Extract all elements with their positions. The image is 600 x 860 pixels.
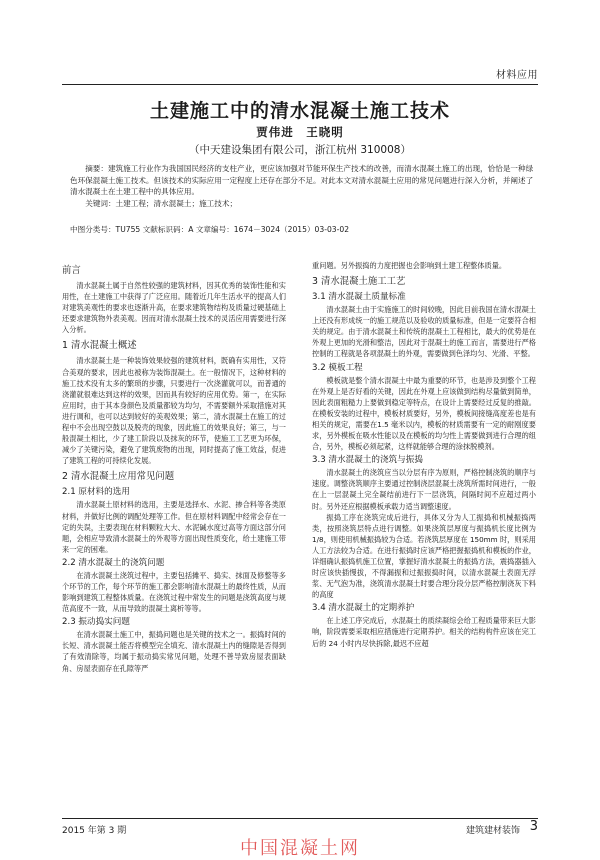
journal-section-label: 材料应用 (496, 70, 538, 81)
abstract-text: 摘要：建筑施工行业作为我国国民经济的支柱产业，更应该加强对节能环保生产技术的改善，而清水混凝土施工的出现，恰恰是一种绿色环保混凝土施工技术。但该技术的实际应用一定程度上还存在部分不足。对此本文对清水混凝土应用的常见问题进行深入分析，并阐述了清水混凝土在土建工程中的具体应用。 (70, 164, 534, 196)
subsection-heading-2-1: 2.1 原材料的选用 (62, 487, 130, 498)
paragraph-2-1: 清水混凝土原材料的选用，主要是选择水、水泥、掺合料等各类原材料，并做好比例的调配处理等工作。但在原材料调配中经常会存在一定的失误，主要表现在材料颗粒大大、水泥碱水度过高等方面这部分问题，会相应导致清水混凝土的外观等方面出现性质变化，给土建施工带来一定的困难。 (62, 500, 286, 554)
watermark: 中国混凝土网 (240, 838, 360, 859)
header-rule (62, 84, 538, 85)
issue-label: 2015 年第 3 期 (62, 826, 127, 836)
paragraph-3-2: 模板就是整个清水混凝土中最为重要的环节，也是涉及到整个工程在外观上是否好看的关键，因此在外观上应该做到结构尽量做到简单，因此表面粗糙力上要做到稳定等特点，在设计上需要经过反复的推敲。在模板安装的过程中，模板材质要好，另外，模板间接缝高度差也是有相关的规定，需要在1.5 毫米以内，模板的材质需要有一定的耐刚度要求，另外模板在吸水性能以及在模板的均匀性上需要做到进行合理的组合，另外，模板必须起紧，这样就能够合理的涂抹脱模剂。 (312, 375, 536, 452)
section-heading-3: 3 清水混凝土施工工艺 (312, 276, 406, 288)
subsection-heading-3-1: 3.1 清水混凝土质量标准 (312, 292, 406, 303)
subsection-heading-3-2: 3.2 模板工程 (312, 362, 363, 373)
subsection-heading-2-3: 2.3 振动捣实问题 (62, 617, 130, 628)
article-title: 土建施工中的清水混凝土施工技术 (149, 100, 450, 122)
classification-line: 中图分类号：TU755 文献标识码：A 文章编号：1674－3024（2015）03-03-02 (70, 225, 350, 234)
author-affiliation: （中天建设集团有限公司，浙江杭州 310008） (189, 144, 411, 156)
page-number: 3 (529, 819, 538, 834)
paragraph-intro: 清水混凝土属于自然性较强的建筑材料，因其优秀的装饰性能和实用性，在土建施工中获得了广泛应用。随着近几年生活水平的提高人们对建筑美观性的要求也逐渐升高，在要求建筑物结构及质量过硬基础上还要求建筑物外表美观。因而对清水混凝土技术的灵活应用需要进行深入分析。 (62, 281, 286, 335)
subsection-heading-2-2: 2.2 清水混凝土的浇筑问题 (62, 557, 165, 568)
article-authors: 贾伟进 王晓明 (256, 125, 344, 139)
paragraph-3-3: 清水混凝土的浇筑应当以分层有序为原则，严格控制浇筑的顺序与速度。调整浇筑顺序主要通过控制浇层混凝土浇筑所需时间进行，一般在上一层混凝土完全凝结前进行下一层浇筑，间隔时间不应超过两小时。另外还应根据模板承载力适当调整速度。 (312, 468, 536, 511)
paragraph-section-1: 清水混凝土是一种装饰效果较强的建筑材料，既确有实用性，又符合美观的要求，因此也被称为装饰混凝土。在一般情况下，这种材料的施工技术没有太多的繁琐的步骤，只要进行一次浇灌就可以，而普通的浇灌就很难达到这样的效果，因而具有较好的应用优势。第一，在实际应用时，由于其本身颜色及质量都较为均匀，不需要额外采取措施对其进行调和，也可以达到较好的美观效果；第二，清水混凝土在施工的过程中不会出现空鼓以及脱壳的现象，因此施工的效果良好；第三，与一般混凝土相比，少了建工阶段以及抹灰的环节，使施工工艺更为环保，减少了关键污染，避免了建筑废物的出现，同时提高了施工效益，促进了建筑工程的可持续化发展。 (62, 356, 286, 466)
paragraph-2-2: 在清水混凝土浇筑过程中，主要包括摊平、捣实、抹面及修整等多个环节的工作，每个环节的施工都会影响清水混凝土的最终性质，从而影响到建筑工程整体质量。在浇筑过程中常发生的问题是浇筑高度与规范高度不一致，从而导致的混凝土离析等等。 (62, 570, 286, 614)
journal-name: 建筑建材装饰 (465, 826, 520, 836)
paragraph-continued: 重问题。另外振捣的力度把握也会影响到土建工程整体质量。 (312, 261, 507, 270)
abstract-block (70, 163, 534, 209)
section-heading-1: 1 清水混凝土概述 (62, 340, 137, 352)
paragraph-3-3b: 振捣工序在浇筑完成后进行，具体又分为人工振捣和机械振捣两类，按照浇筑层特点进行调整。如果浇筑层厚度与振捣机长度比例为 1/8，则使用机械振捣较为合适。若浇筑层厚度在 150mm 时，则采用人工方法较为合适。在进行振捣时应该严格把握振捣机和模板的作业，详细确认振捣机施工位置，掌握好清水混凝土的振捣方法，震捣器插入时应该快插慢拔，不得漏振和过振振捣时间，以清水混凝土表面无浮浆、无气泡为准，浇筑清水混凝土时要合理分段分层严格控制浇灰下料的高度 (312, 512, 536, 600)
right-column (312, 260, 536, 649)
keywords: 关键词：土建工程；清水混凝土；施工技术； (85, 198, 238, 208)
paragraph-2-3: 在清水混凝土施工中，振捣问题也是关键的技术之一。振捣时间的长短、清水混凝土能否将模型完全填充、清水混凝土内的缝隙是否得到了有效清除等，均属于振动捣实常见问题，处理不善导致房屋表面缺角、房屋表面存在孔隙等严 (62, 630, 286, 673)
footer-rule (62, 818, 538, 819)
paragraph-3-4: 在上述工序完成后，水混凝土的质续凝综会给工程质量带来巨大影响，阶段需要采取相应措施进行定期养护。相关的结构构件应该在完工后的 24 小时内尽快拆除,最迟不应超 (312, 616, 536, 648)
subsection-heading-3-3: 3.3 清水混凝土的浇筑与振捣 (312, 455, 423, 466)
paragraph-3-1: 清水混凝土由于实施施工的时间较晚，因此目前我国在清水混凝土上还没有形成统一的施工规范以及验收的质量标准，但是一定要符合相关的规定。由于清水混凝土和传统的混凝土工程相比，最大的优势是在外观上更加的光滑和整洁，因此对于混凝土的施工而言，需要进行严格控制的工程就是各项混凝土的外观，需要做到色泽均匀、光滑、平整。 (312, 305, 536, 359)
section-heading-intro: 前言 (62, 265, 81, 276)
section-heading-2: 2 清水混凝土应用常见问题 (62, 471, 175, 483)
left-column (62, 260, 286, 674)
subsection-heading-3-4: 3.4 清水混凝土的定期养护 (312, 603, 415, 614)
